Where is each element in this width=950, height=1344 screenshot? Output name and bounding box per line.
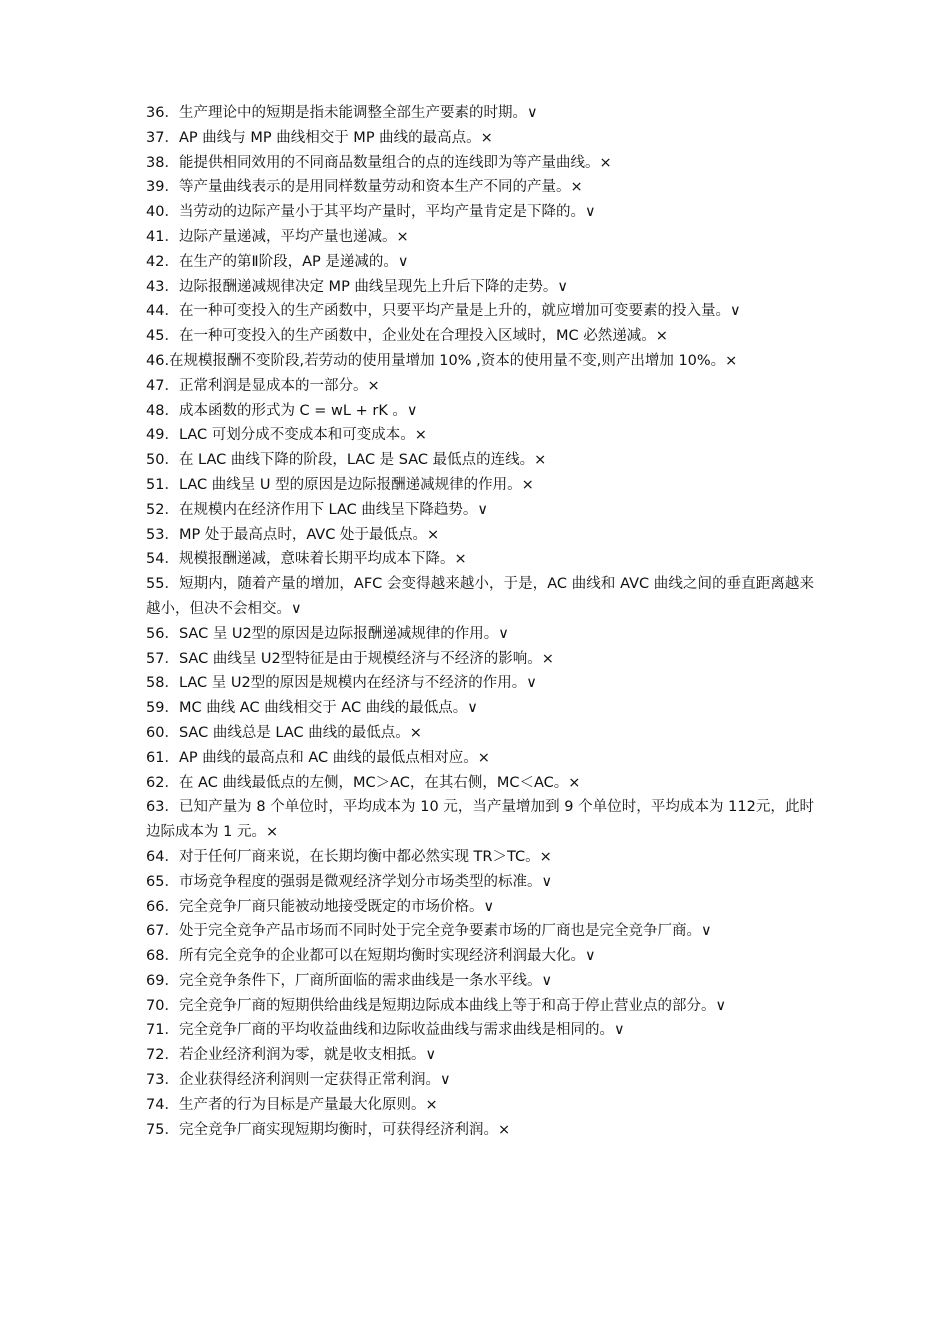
list-item: 57．SAC 曲线呈 U2型特征是由于规模经济与不经济的影响。× xyxy=(146,650,554,667)
list-item: 39．等产量曲线表示的是用同样数量劳动和资本生产不同的产量。× xyxy=(146,179,583,196)
list-item: 51．LAC 曲线呈 U 型的原因是边际报酬递减规律的作用。× xyxy=(146,476,534,493)
list-item: 52．在规模内在经济作用下 LAC 曲线呈下降趋势。∨ xyxy=(146,501,488,518)
list-item: 63．已知产量为 8 个单位时，平均成本为 10 元，当产量增加到 9 个单位时，平均成本为 112元，此时边际成本为 1 元。× xyxy=(146,799,814,841)
list-item: 56．SAC 呈 U2型的原因是边际报酬递减规律的作用。∨ xyxy=(146,625,509,642)
list-item: 53．MP 处于最高点时，AVC 处于最低点。× xyxy=(146,526,440,543)
list-item: 43．边际报酬递减规律决定 MP 曲线呈现先上升后下降的走势。∨ xyxy=(146,278,569,295)
list-item: 36．生产理论中的短期是指未能调整全部生产要素的时期。∨ xyxy=(146,105,538,121)
list-item: 41．边际产量递减，平均产量也递减。× xyxy=(146,228,409,245)
list-item: 62．在 AC 曲线最低点的左侧，MC＞AC，在其右侧，MC＜AC。× xyxy=(146,774,581,791)
list-item: 38．能提供相同效用的不同商品数量组合的点的连线即为等产量曲线。× xyxy=(146,154,612,171)
list-item: 45．在一种可变投入的生产函数中，企业处在合理投入区域时，MC 必然递减。× xyxy=(146,328,668,345)
list-item: 40．当劳动的边际产量小于其平均产量时，平均产量肯定是下降的。∨ xyxy=(146,204,596,221)
question-list xyxy=(146,101,814,1142)
list-item: 66．完全竞争厂商只能被动地接受既定的市场价格。∨ xyxy=(146,898,495,915)
list-item: 65．市场竞争程度的强弱是微观经济学划分市场类型的标准。∨ xyxy=(146,873,553,890)
list-item: 55．短期内，随着产量的增加，AFC 会变得越来越小，于是，AC 曲线和 AVC 曲线之间的垂直距离越来越小，但决不会相交。∨ xyxy=(146,576,814,617)
list-item: 75．完全竞争厂商实现短期均衡时，可获得经济利润。× xyxy=(146,1121,511,1138)
list-item: 61．AP 曲线的最高点和 AC 曲线的最低点相对应。× xyxy=(146,749,490,766)
list-item: 73．企业获得经济利润则一定获得正常利润。∨ xyxy=(146,1072,451,1089)
list-item: 46.在规模报酬不变阶段,若劳动的使用量增加 10% ,资本的使用量不变,则产出增加 10%。× xyxy=(146,352,738,369)
list-item: 42．在生产的第Ⅱ阶段，AP 是递减的。∨ xyxy=(146,253,409,270)
list-item: 74．生产者的行为目标是产量最大化原则。× xyxy=(146,1096,438,1113)
list-item: 70．完全竞争厂商的短期供给曲线是短期边际成本曲线上等于和高于停止营业点的部分。∨ xyxy=(146,997,727,1014)
list-item: 54．规模报酬递减，意味着长期平均成本下降。× xyxy=(146,551,467,568)
list-item: 37．AP 曲线与 MP 曲线相交于 MP 曲线的最高点。× xyxy=(146,129,493,146)
list-item: 49．LAC 可划分成不变成本和可变成本。× xyxy=(146,427,427,444)
list-item: 47．正常利润是显成本的一部分。× xyxy=(146,377,380,394)
list-item: 69．完全竞争条件下，厂商所面临的需求曲线是一条水平线。∨ xyxy=(146,972,553,989)
list-item: 58．LAC 呈 U2型的原因是规模内在经济与不经济的作用。∨ xyxy=(146,675,537,692)
list-item: 48．成本函数的形式为 C = wL + rK 。∨ xyxy=(146,402,418,419)
list-item: 67．处于完全竞争产品市场而不同时处于完全竞争要素市场的厂商也是完全竞争厂商。∨ xyxy=(146,923,712,940)
list-item: 50．在 LAC 曲线下降的阶段，LAC 是 SAC 最低点的连线。× xyxy=(146,452,547,469)
list-item: 44．在一种可变投入的生产函数中，只要平均产量是上升的，就应增加可变要素的投入量。∨ xyxy=(146,303,741,320)
list-item: 60．SAC 曲线总是 LAC 曲线的最低点。× xyxy=(146,724,422,741)
list-item: 59．MC 曲线 AC 曲线相交于 AC 曲线的最低点。∨ xyxy=(146,700,478,717)
list-item: 71．完全竞争厂商的平均收益曲线和边际收益曲线与需求曲线是相同的。∨ xyxy=(146,1022,625,1039)
list-item: 68．所有完全竞争的企业都可以在短期均衡时实现经济利润最大化。∨ xyxy=(146,948,596,965)
list-item: 72．若企业经济利润为零，就是收支相抵。∨ xyxy=(146,1047,437,1064)
list-item: 64．对于任何厂商来说，在长期均衡中都必然实现 TR＞TC。× xyxy=(146,848,552,865)
